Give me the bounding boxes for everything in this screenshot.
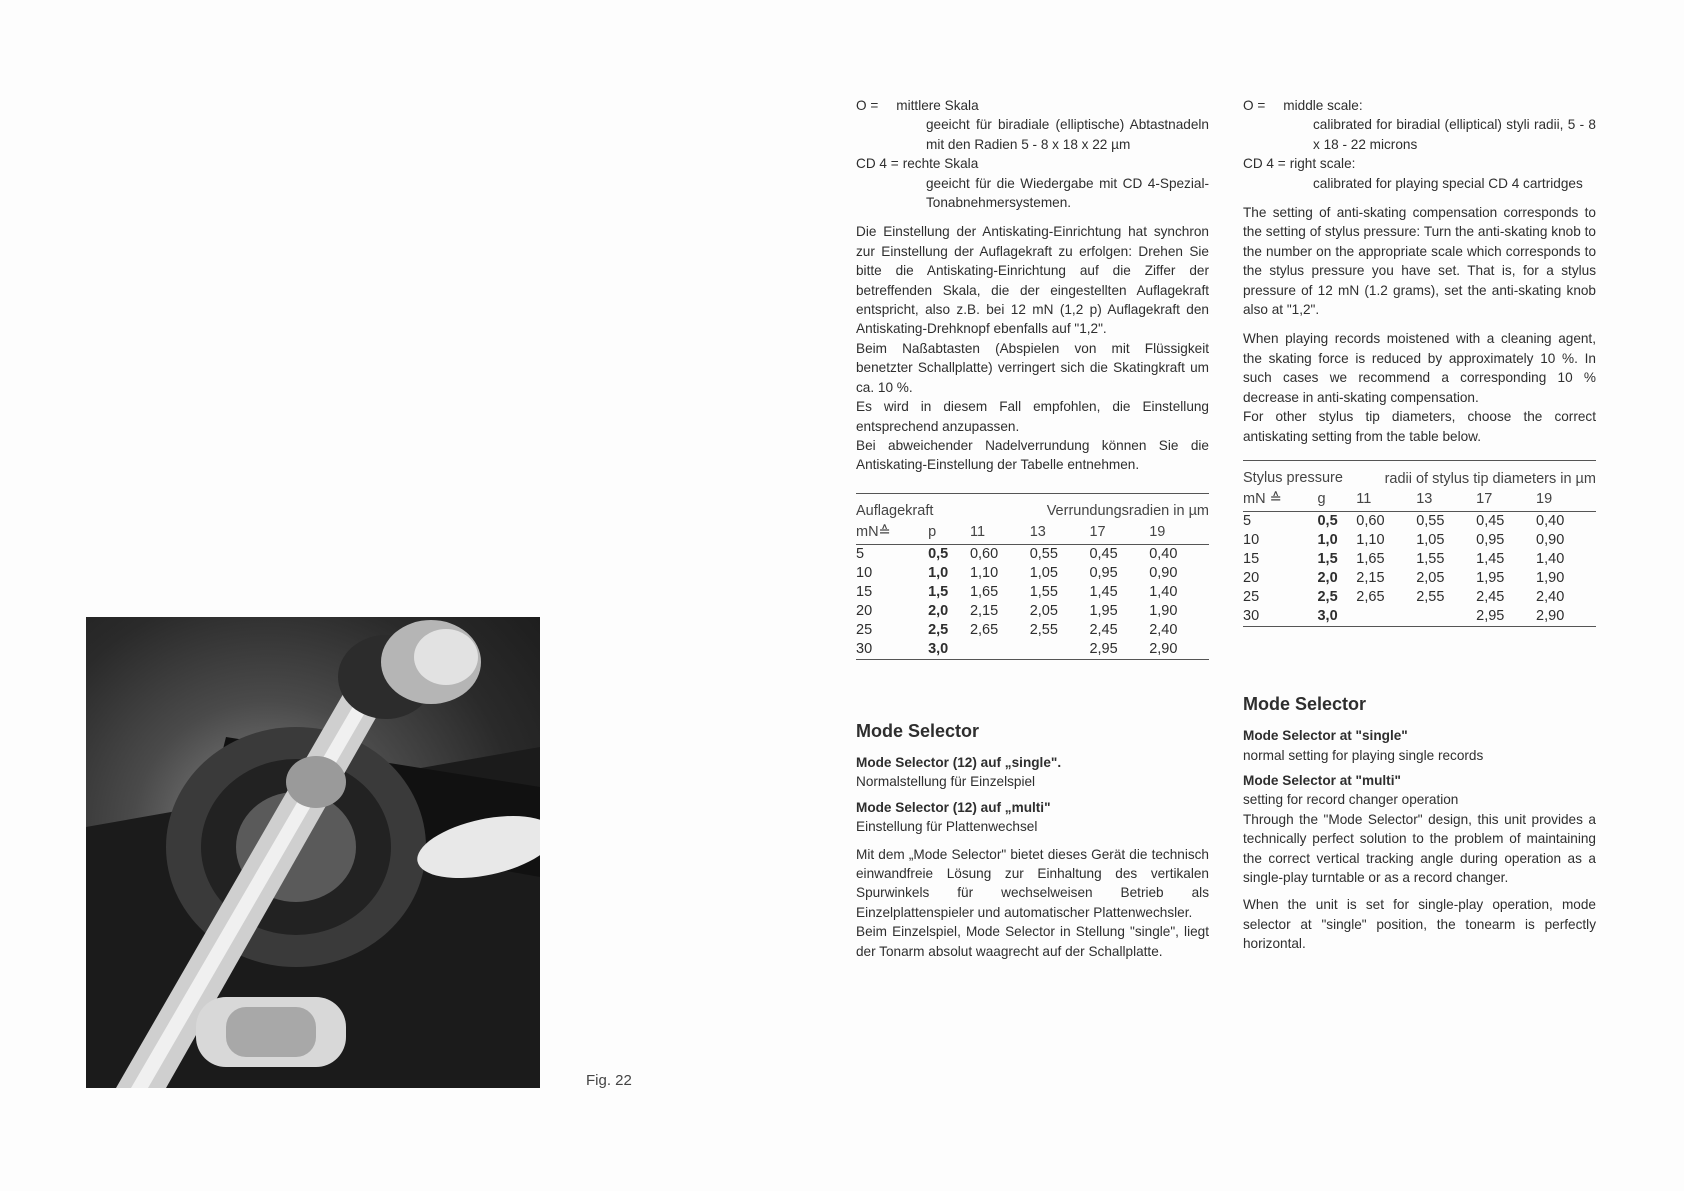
table-row bbox=[856, 564, 1209, 583]
column-header: mN ≙ bbox=[1243, 489, 1317, 511]
table-cell: 5 bbox=[856, 545, 865, 562]
scale-name: mittlere Skala bbox=[896, 98, 979, 113]
table-cell bbox=[970, 640, 1030, 660]
table-cell: 15 bbox=[1243, 550, 1260, 567]
paragraph: When the unit is set for single-play operation, mode selector at "single" position, the tonearm is perfectly horizontal. bbox=[1243, 897, 1596, 952]
table-cell: 0,5 bbox=[928, 545, 949, 562]
table-cell: 1,40 bbox=[1149, 583, 1178, 600]
mode-multi-title: Mode Selector (12) auf „multi" bbox=[856, 799, 1051, 815]
table-cell: 1,55 bbox=[1029, 583, 1058, 600]
table-cell: 2,0 bbox=[928, 602, 949, 619]
scale-name: middle scale: bbox=[1283, 98, 1363, 113]
table-cell: 2,55 bbox=[1029, 621, 1058, 638]
paragraph: When playing records moistened with a cleaning agent, the skating force is reduced by approximately 10 %. In such cases we recommend a corresponding 10 % decrease in anti-skating compensation. bbox=[1243, 331, 1596, 405]
table-cell: 1,0 bbox=[928, 564, 949, 581]
scale-description: calibrated for playing special CD 4 cartridges bbox=[1313, 175, 1583, 191]
table-cell: 2,5 bbox=[1317, 588, 1338, 605]
table-cell: 1,65 bbox=[1356, 550, 1385, 567]
table-cell: 15 bbox=[856, 583, 873, 600]
table-cell: 25 bbox=[1243, 588, 1260, 605]
table-cell: 10 bbox=[856, 564, 873, 581]
table-cell: 1,5 bbox=[928, 583, 949, 600]
paragraph: Es wird in diesem Fall empfohlen, die Einstellung entsprechend anzupassen. bbox=[856, 399, 1209, 434]
german-column bbox=[856, 96, 1209, 961]
table-cell: 2,95 bbox=[1089, 640, 1149, 660]
scale-name: right scale: bbox=[1289, 156, 1356, 172]
antiskating-table bbox=[1243, 460, 1596, 627]
table-cell: 0,90 bbox=[1536, 531, 1565, 548]
table-header: radii of stylus tip diameters in µm bbox=[1384, 470, 1596, 487]
table-header: Verrundungsradien in µm bbox=[1046, 502, 1209, 519]
english-column bbox=[1243, 96, 1596, 954]
column-header: p bbox=[928, 522, 970, 544]
scale-symbol: CD 4 = bbox=[1243, 156, 1286, 172]
table-cell: 20 bbox=[856, 602, 873, 619]
figure-caption: Fig. 22 bbox=[586, 1072, 632, 1089]
table-cell: 0,55 bbox=[1029, 545, 1058, 562]
table-cell: 0,40 bbox=[1149, 545, 1178, 562]
scale-definition bbox=[1243, 96, 1596, 115]
column-header: g bbox=[1317, 489, 1356, 511]
paragraph: For other stylus tip diameters, choose the correct antiskating setting from the table below. bbox=[1243, 409, 1596, 444]
column-header: 13 bbox=[1416, 489, 1476, 511]
section-heading: Mode Selector bbox=[856, 720, 980, 741]
table-row bbox=[1243, 588, 1596, 607]
table-cell: 20 bbox=[1243, 569, 1260, 586]
paragraph: Beim Einzelspiel, Mode Selector in Stellung "single", liegt der Tonarm absolut waagrecht auf der Schallplatte. bbox=[856, 924, 1209, 959]
scale-definition bbox=[1243, 154, 1596, 173]
table-cell: 5 bbox=[1243, 512, 1252, 529]
table-row bbox=[856, 640, 1209, 660]
table-cell: 1,90 bbox=[1536, 569, 1565, 586]
mode-multi-description: setting for record changer operation bbox=[1243, 792, 1459, 808]
column-header: 13 bbox=[1030, 522, 1090, 544]
mode-multi-title: Mode Selector at "multi" bbox=[1243, 772, 1401, 788]
table-cell: 1,5 bbox=[1317, 550, 1338, 567]
table-cell: 30 bbox=[1243, 607, 1317, 627]
paragraph: Beim Naßabtasten (Abspielen von mit Flüssigkeit benetzter Schallplatte) verringert sich die Skatingkraft um ca. 10 %. bbox=[856, 340, 1209, 395]
table-cell: 1,10 bbox=[969, 564, 999, 581]
mode-single-title: Mode Selector (12) auf „single". bbox=[856, 754, 1062, 770]
table-cell: 25 bbox=[856, 621, 873, 638]
table-cell: 0,45 bbox=[1089, 545, 1118, 562]
table-cell: 2,45 bbox=[1476, 588, 1505, 605]
table-cell: 2,90 bbox=[1536, 607, 1596, 627]
paragraph: Mit dem „Mode Selector" bietet dieses Gerät die technisch einwandfreie Lösung zur Einhaltung des vertikalen Spurwinkels für wechselweisen Betrieb als Einzelplattenspieler und automatischer Plattenwechsler. bbox=[856, 846, 1209, 920]
table-row bbox=[1243, 550, 1596, 569]
table-cell: 2,05 bbox=[1416, 569, 1445, 586]
mode-single-description: Normalstellung für Einzelspiel bbox=[856, 774, 1036, 790]
table-cell: 0,95 bbox=[1476, 531, 1505, 548]
scale-symbol: O = bbox=[1243, 98, 1266, 113]
table-cell: 1,05 bbox=[1416, 531, 1445, 548]
paragraph: Bei abweichender Nadelverrundung können Sie die Antiskating-Einstellung der Tabelle entnehmen. bbox=[856, 437, 1209, 473]
table-row bbox=[856, 602, 1209, 621]
table-row bbox=[1243, 511, 1596, 531]
table-cell: 2,0 bbox=[1317, 569, 1338, 586]
table-row bbox=[1243, 607, 1596, 627]
column-header: 11 bbox=[970, 522, 1030, 544]
table-row bbox=[1243, 569, 1596, 588]
table-cell: 0,40 bbox=[1536, 512, 1565, 529]
table-header: Stylus pressure bbox=[1243, 469, 1343, 486]
table-cell: 2,90 bbox=[1149, 640, 1209, 660]
paragraph: Through the "Mode Selector" design, this unit provides a technically perfect solution to the problem of maintaining the correct vertical tracking angle during operation as a single-play turntable or as a record changer. bbox=[1243, 811, 1596, 885]
table-row bbox=[1243, 531, 1596, 550]
table-cell: 2,65 bbox=[969, 621, 999, 638]
table-cell bbox=[1356, 607, 1416, 627]
table-row bbox=[856, 583, 1209, 602]
table-cell: 1,45 bbox=[1476, 550, 1505, 567]
table-cell: 1,45 bbox=[1089, 583, 1118, 600]
table-cell: 2,65 bbox=[1356, 588, 1385, 605]
table-cell: 1,90 bbox=[1149, 602, 1178, 619]
table-cell: 2,95 bbox=[1476, 607, 1536, 627]
table-cell bbox=[1416, 607, 1476, 627]
table-cell: 2,45 bbox=[1089, 621, 1118, 638]
table-cell: 0,90 bbox=[1149, 564, 1178, 581]
table-cell: 2,5 bbox=[928, 621, 949, 638]
column-header: 17 bbox=[1476, 489, 1536, 511]
table-cell: 10 bbox=[1243, 531, 1260, 548]
table-cell: 1,05 bbox=[1029, 564, 1058, 581]
mode-single-title: Mode Selector at "single" bbox=[1243, 728, 1408, 744]
column-header: mN≙ bbox=[856, 522, 928, 544]
scale-definition bbox=[856, 96, 1209, 115]
table-cell: 2,15 bbox=[969, 602, 999, 619]
table-cell: 30 bbox=[856, 640, 928, 660]
table-cell bbox=[1030, 640, 1090, 660]
table-cell: 1,65 bbox=[969, 583, 999, 600]
table-cell: 2,05 bbox=[1029, 602, 1058, 619]
column-header: 19 bbox=[1536, 489, 1596, 511]
column-header: 11 bbox=[1356, 489, 1416, 511]
table-cell: 2,55 bbox=[1416, 588, 1445, 605]
mode-single-description: normal setting for playing single records bbox=[1243, 747, 1484, 763]
scale-description: calibrated for biradial (elliptical) styli radii, 5 - 8 x 18 - 22 microns bbox=[1313, 117, 1596, 152]
figure-22-photo bbox=[86, 617, 540, 1088]
table-cell: 2,40 bbox=[1536, 588, 1565, 605]
scale-description: geeicht für die Wiedergabe mit CD 4-Spezial-Tonabnehmersystemen. bbox=[926, 175, 1209, 211]
table-cell: 1,95 bbox=[1089, 602, 1118, 619]
table-header: Auflagekraft bbox=[856, 502, 934, 519]
table-row bbox=[856, 544, 1209, 564]
paragraph: Die Einstellung der Antiskating-Einrichtung hat synchron zur Einstellung der Auflagekraft zu erfolgen: Drehen Sie bitte die Antiskating-Einrichtung auf die Ziffer der betreffenden Skala, die der eingestellten Auflagekraft entspricht, also z.B. bei 12 mN (1,2 p) Auflagekraft den Antiskating-Drehknopf ebenfalls auf "1,2". bbox=[856, 224, 1209, 337]
table-cell: 0,60 bbox=[969, 545, 999, 562]
table-cell: 3,0 bbox=[1317, 607, 1356, 627]
table-cell: 1,40 bbox=[1536, 550, 1565, 567]
mode-multi-description: Einstellung für Plattenwechsel bbox=[856, 819, 1038, 835]
table-cell: 0,95 bbox=[1089, 564, 1118, 581]
table-cell: 0,60 bbox=[1356, 512, 1385, 529]
table-cell: 0,55 bbox=[1416, 512, 1445, 529]
table-cell: 1,10 bbox=[1356, 531, 1385, 548]
scale-symbol: CD 4 = bbox=[856, 156, 899, 172]
scale-symbol: O = bbox=[856, 98, 879, 113]
scale-name: rechte Skala bbox=[902, 156, 979, 172]
table-cell: 1,55 bbox=[1416, 550, 1445, 567]
column-header: 17 bbox=[1089, 522, 1149, 544]
table-cell: 3,0 bbox=[928, 640, 970, 660]
paragraph: The setting of anti-skating compensation corresponds to the setting of stylus pressure: Turn the anti-skating knob to the number on the appropriate scale which corresponds to the stylus pressure you have set. That is, for a stylus pressure of 12 mN (1.2 grams), set the anti-skating knob also at "1,2". bbox=[1243, 205, 1596, 318]
scale-definition bbox=[856, 154, 1209, 173]
table-cell: 1,0 bbox=[1317, 531, 1338, 548]
table-cell: 0,5 bbox=[1317, 512, 1338, 529]
scale-description: geeicht für biradiale (elliptische) Abtastnadeln mit den Radien 5 - 8 x 18 x 22 µm bbox=[926, 117, 1209, 152]
table-cell: 0,45 bbox=[1476, 512, 1505, 529]
column-header: 19 bbox=[1149, 522, 1209, 544]
section-heading: Mode Selector bbox=[1243, 693, 1367, 714]
table-row bbox=[856, 621, 1209, 640]
antiskating-table bbox=[856, 493, 1209, 660]
table-cell: 2,40 bbox=[1149, 621, 1178, 638]
table-cell: 2,15 bbox=[1356, 569, 1385, 586]
table-cell: 1,95 bbox=[1476, 569, 1505, 586]
